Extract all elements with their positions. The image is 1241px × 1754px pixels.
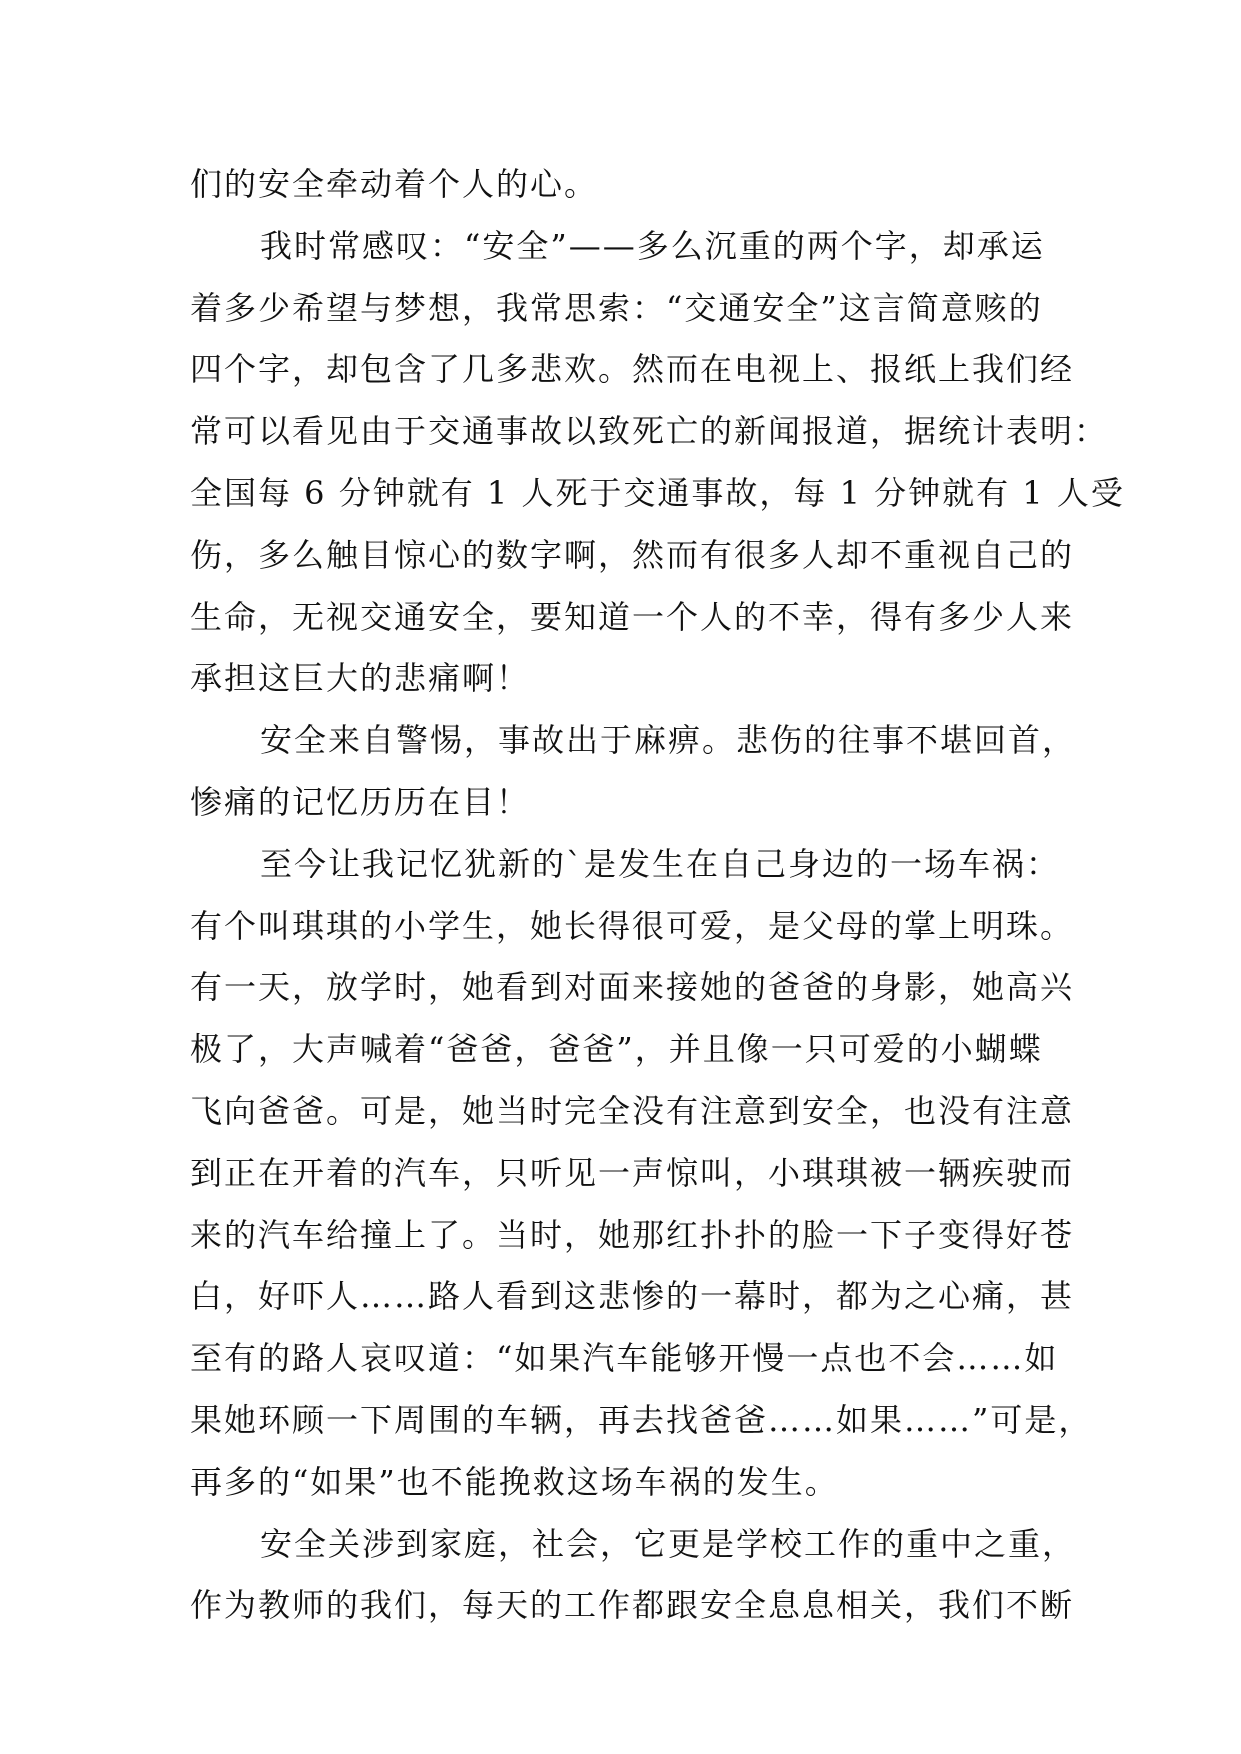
text-line: 四个字，却包含了几多悲欢。然而在电视上、报纸上我们经 (190, 350, 1075, 389)
text-line: 生命，无视交通安全，要知道一个人的不幸，得有多少人来 (190, 597, 1075, 636)
text-line: 全国每 6 分钟就有 1 人死于交通事故，每 1 分钟就有 1 人受 (190, 473, 1125, 512)
text-line: 有个叫琪琪的小学生，她长得很可爱，是父母的掌上明珠。 (190, 906, 1075, 945)
text-line: 到正在开着的汽车，只听见一声惊叫，小琪琪被一辆疾驶而 (190, 1153, 1075, 1192)
text-line: 至有的路人哀叹道：“如果汽车能够开慢一点也不会……如 (190, 1339, 1059, 1378)
text-line: 飞向爸爸。可是，她当时完全没有注意到安全，也没有注意 (190, 1091, 1075, 1130)
text-line: 们的安全牵动着个人的心。 (190, 165, 599, 203)
text-line: 作为教师的我们，每天的工作都跟安全息息相关，我们不断 (190, 1586, 1075, 1625)
text-line: 常可以看见由于交通事故以致死亡的新闻报道，据统计表明： (190, 412, 1109, 451)
text-line: 至今让我记忆犹新的`是发生在自己身边的一场车祸： (260, 844, 1061, 883)
text-line: 惨痛的记忆历历在目！ (190, 782, 531, 821)
text-line: 着多少希望与梦想，我常思索：“交通安全”这言简意赅的 (190, 288, 1043, 327)
document-body (190, 154, 1125, 1637)
text-line: 极了，大声喊着“爸爸，爸爸”，并且像一只可爱的小蝴蝶 (190, 1030, 1043, 1069)
text-line: 安全来自警惕，事故出于麻痹。悲伤的往事不堪回首， (260, 721, 1077, 760)
text-line: 有一天，放学时，她看到对面来接她的爸爸的身影，她高兴 (190, 968, 1075, 1007)
text-line: 再多的“如果”也不能挽救这场车祸的发生。 (190, 1462, 839, 1501)
text-line: 我时常感叹：“安全”——多么沉重的两个字，却承运 (260, 226, 1045, 265)
text-line: 果她环顾一下周围的车辆，再去找爸爸……如果……”可是， (190, 1400, 1093, 1439)
text-line: 白，好吓人……路人看到这悲惨的一幕时，都为之心痛，甚 (190, 1277, 1075, 1316)
text-line: 安全关涉到家庭，社会，它更是学校工作的重中之重， (260, 1524, 1077, 1563)
text-line: 来的汽车给撞上了。当时，她那红扑扑的脸一下子变得好苍 (190, 1215, 1075, 1254)
text-line: 承担这巨大的悲痛啊！ (190, 659, 531, 698)
text-line: 伤，多么触目惊心的数字啊，然而有很多人却不重视自己的 (190, 535, 1075, 574)
